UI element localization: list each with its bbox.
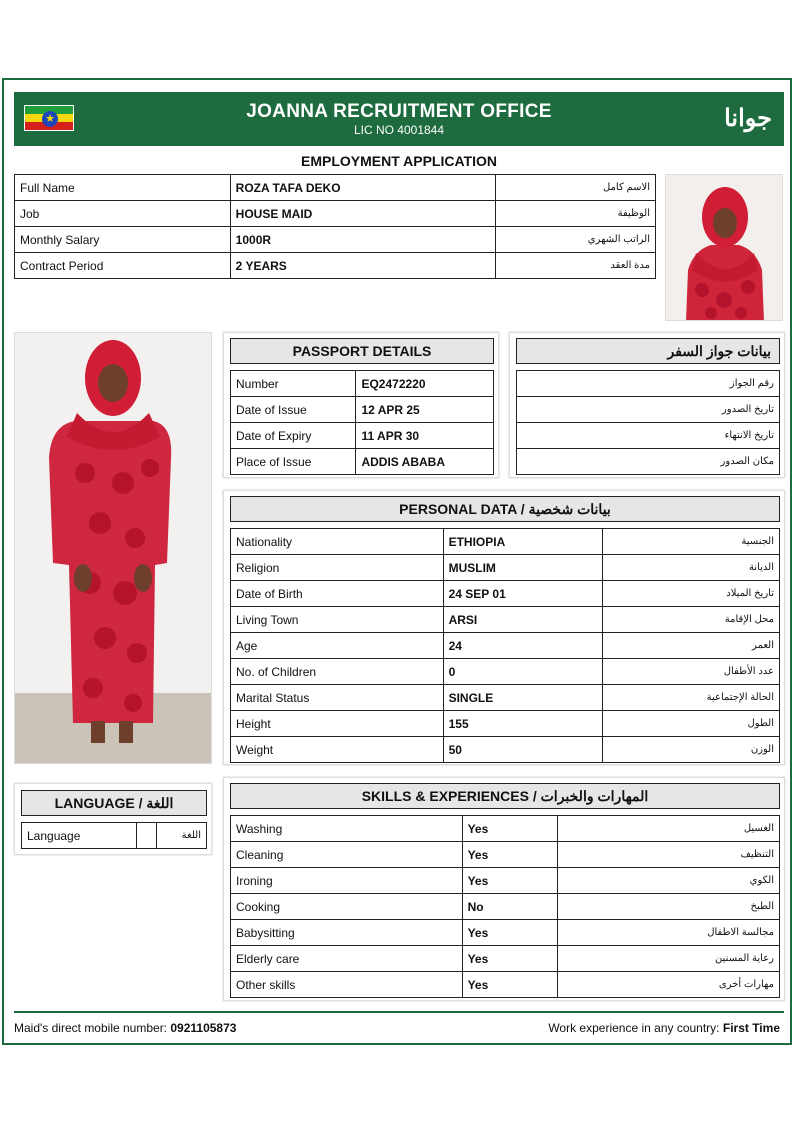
language-card — [14, 783, 212, 855]
field-value: 50 — [443, 737, 603, 763]
field-value: Yes — [462, 920, 558, 946]
field-label-arabic: مكان الصدور — [517, 449, 780, 475]
field-value: 12 APR 25 — [356, 397, 494, 423]
field-label-arabic: تاريخ الميلاد — [603, 581, 780, 607]
field-value: SINGLE — [443, 685, 603, 711]
field-label-arabic: تاريخ الانتهاء — [517, 423, 780, 449]
field-value: ADDIS ABABA — [356, 449, 494, 475]
portrait-photo — [665, 174, 783, 321]
footer-divider — [14, 1011, 784, 1013]
field-label-arabic: مدة العقد — [496, 253, 656, 279]
field-value: HOUSE MAID — [230, 201, 496, 227]
field-label-arabic: الاسم كامل — [496, 175, 656, 201]
passport-card — [223, 332, 499, 478]
field-value: 2 YEARS — [230, 253, 496, 279]
field-label-arabic: الغسيل — [558, 816, 780, 842]
field-label-arabic: الديانة — [603, 555, 780, 581]
form-title: EMPLOYMENT APPLICATION — [301, 153, 497, 169]
table-row — [517, 397, 780, 423]
field-label: Job — [15, 201, 231, 227]
passport-title: PASSPORT DETAILS — [230, 338, 494, 364]
table-row — [231, 868, 780, 894]
field-label: Date of Expiry — [231, 423, 356, 449]
table-row — [231, 633, 780, 659]
field-label-arabic: رعاية المسنين — [558, 946, 780, 972]
field-label-arabic: مجالسة الاطفال — [558, 920, 780, 946]
field-label-arabic: محل الإقامة — [603, 607, 780, 633]
field-label: Living Town — [231, 607, 444, 633]
table-row — [15, 175, 656, 201]
field-label-arabic: الكوي — [558, 868, 780, 894]
field-label-arabic: تاريخ الصدور — [517, 397, 780, 423]
table-row — [517, 423, 780, 449]
table-row — [231, 737, 780, 763]
field-label-arabic: العمر — [603, 633, 780, 659]
field-value: 24 SEP 01 — [443, 581, 603, 607]
field-label-arabic: الطول — [603, 711, 780, 737]
license-number: LIC NO 4001844 — [353, 123, 445, 137]
field-value: No — [462, 894, 558, 920]
field-label: Marital Status — [231, 685, 444, 711]
personal-title: PERSONAL DATA / بيانات شخصية — [230, 496, 780, 522]
field-label: Cooking — [231, 894, 463, 920]
skills-table — [230, 815, 780, 998]
table-row — [231, 711, 780, 737]
language-table — [21, 822, 207, 849]
experience-value: First Time — [722, 1021, 780, 1035]
table-row — [231, 397, 494, 423]
field-value: EQ2472220 — [356, 371, 494, 397]
field-label: Place of Issue — [231, 449, 356, 475]
field-value: 0 — [443, 659, 603, 685]
field-value: MUSLIM — [443, 555, 603, 581]
field-value: 155 — [443, 711, 603, 737]
table-row — [231, 946, 780, 972]
mobile-value: 0921105873 — [170, 1021, 237, 1035]
field-label-arabic: الطبخ — [558, 894, 780, 920]
table-row — [231, 449, 494, 475]
passport-arabic-card — [509, 332, 785, 478]
field-label: Date of Birth — [231, 581, 444, 607]
table-row — [231, 529, 780, 555]
table-row — [231, 972, 780, 998]
field-label: Full Name — [15, 175, 231, 201]
field-value: Yes — [462, 972, 558, 998]
field-label-arabic: عدد الأطفال — [603, 659, 780, 685]
field-label-arabic: الراتب الشهري — [496, 227, 656, 253]
field-label: Nationality — [231, 529, 444, 555]
field-label: Date of Issue — [231, 397, 356, 423]
field-label: No. of Children — [231, 659, 444, 685]
field-value — [137, 823, 157, 849]
office-name: JOANNA RECRUITMENT OFFICE — [246, 101, 552, 122]
passport-arabic-table — [516, 370, 780, 475]
table-row — [231, 607, 780, 633]
table-row — [517, 371, 780, 397]
field-value: Yes — [462, 816, 558, 842]
table-row — [231, 894, 780, 920]
mobile-number — [14, 1021, 236, 1035]
field-label: Monthly Salary — [15, 227, 231, 253]
field-label-arabic: رقم الجواز — [517, 371, 780, 397]
personal-table — [230, 528, 780, 763]
field-value: Yes — [462, 868, 558, 894]
application-form — [2, 78, 792, 1045]
field-value: ETHIOPIA — [443, 529, 603, 555]
field-label-arabic: مهارات أخرى — [558, 972, 780, 998]
field-label: Age — [231, 633, 444, 659]
field-label-arabic: الحالة الإجتماعية — [603, 685, 780, 711]
field-value: 1000R — [230, 227, 496, 253]
skills-title: SKILLS & EXPERIENCES / المهارات والخبرات — [230, 783, 780, 809]
field-label-arabic: الوزن — [603, 737, 780, 763]
basic-info-table — [14, 174, 656, 279]
table-row — [517, 449, 780, 475]
experience-label: Work experience in any country: — [548, 1021, 720, 1035]
field-label: Weight — [231, 737, 444, 763]
field-label: Number — [231, 371, 356, 397]
field-value: 11 APR 30 — [356, 423, 494, 449]
field-label: Cleaning — [231, 842, 463, 868]
field-label-arabic: التنظيف — [558, 842, 780, 868]
field-label: Babysitting — [231, 920, 463, 946]
ethiopia-flag-icon: ★ — [24, 105, 74, 131]
field-label: Language — [22, 823, 137, 849]
work-experience — [548, 1021, 780, 1035]
table-row — [231, 555, 780, 581]
table-row — [231, 371, 494, 397]
field-label-arabic: اللغة — [157, 823, 207, 849]
field-label: Ironing — [231, 868, 463, 894]
field-label: Height — [231, 711, 444, 737]
language-title: LANGUAGE / اللغة — [21, 790, 207, 816]
table-row — [231, 685, 780, 711]
field-value: 24 — [443, 633, 603, 659]
skills-card — [223, 777, 785, 1001]
field-value: ROZA TAFA DEKO — [230, 175, 496, 201]
table-row — [231, 423, 494, 449]
office-name-arabic: جوانا — [724, 105, 772, 132]
full-body-photo — [14, 332, 212, 764]
field-label-arabic: الوظيفة — [496, 201, 656, 227]
field-label: Washing — [231, 816, 463, 842]
table-row — [15, 227, 656, 253]
table-row — [231, 659, 780, 685]
table-row — [231, 581, 780, 607]
table-row — [22, 823, 207, 849]
field-label-arabic: الجنسية — [603, 529, 780, 555]
field-value: Yes — [462, 946, 558, 972]
personal-data-card — [223, 490, 785, 765]
table-row — [231, 920, 780, 946]
field-label: Elderly care — [231, 946, 463, 972]
field-label: Other skills — [231, 972, 463, 998]
field-label: Contract Period — [15, 253, 231, 279]
mobile-label: Maid's direct mobile number: — [14, 1021, 168, 1035]
field-value: ARSI — [443, 607, 603, 633]
field-value: Yes — [462, 842, 558, 868]
field-label: Religion — [231, 555, 444, 581]
table-row — [231, 816, 780, 842]
header-banner — [14, 92, 784, 146]
passport-title-arabic: بيانات جواز السفر — [516, 338, 780, 364]
table-row — [231, 842, 780, 868]
table-row — [15, 253, 656, 279]
passport-table — [230, 370, 494, 475]
table-row — [15, 201, 656, 227]
